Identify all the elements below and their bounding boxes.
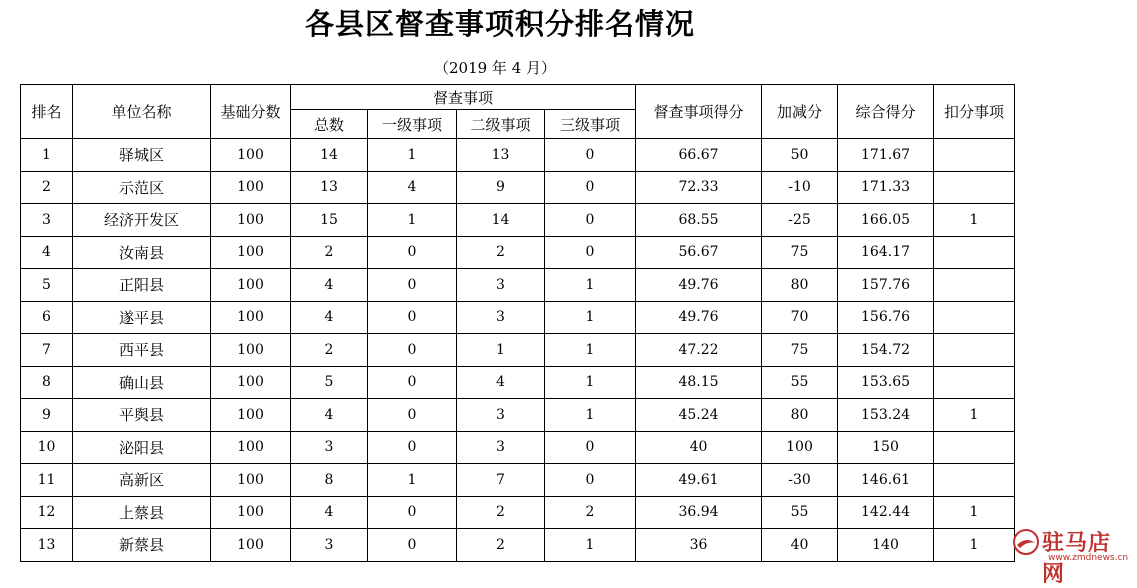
cell-deduction (934, 269, 1015, 302)
cell-deduction (934, 366, 1015, 399)
cell-item-score: 68.55 (636, 204, 762, 237)
cell-unit-name: 上蔡县 (73, 496, 211, 529)
cell-adjustment: 100 (762, 431, 838, 464)
cell-base-score: 100 (211, 334, 291, 367)
cell-deduction (934, 139, 1015, 172)
cell-item-score: 45.24 (636, 399, 762, 432)
table-row (21, 139, 1015, 172)
cell-rank: 12 (21, 496, 73, 529)
cell-composite-score: 146.61 (838, 464, 934, 497)
table-row (21, 431, 1015, 464)
cell-level3: 2 (545, 496, 636, 529)
cell-unit-name: 平舆县 (73, 399, 211, 432)
cell-level2: 1 (457, 334, 545, 367)
cell-unit-name: 经济开发区 (73, 204, 211, 237)
cell-base-score: 100 (211, 464, 291, 497)
cell-base-score: 100 (211, 529, 291, 562)
cell-total: 2 (291, 334, 368, 367)
cell-level2: 3 (457, 269, 545, 302)
page-title: 各县区督查事项积分排名情况 (304, 7, 695, 41)
cell-item-score: 40 (636, 431, 762, 464)
header-item-score: 督查事项得分 (636, 85, 762, 139)
cell-item-score: 36.94 (636, 496, 762, 529)
watermark (1012, 526, 1132, 587)
table-row (21, 366, 1015, 399)
cell-base-score: 100 (211, 301, 291, 334)
cell-deduction (934, 236, 1015, 269)
cell-level2: 2 (457, 496, 545, 529)
cell-adjustment: -30 (762, 464, 838, 497)
cell-deduction (934, 431, 1015, 464)
cell-unit-name: 驿城区 (73, 139, 211, 172)
cell-total: 2 (291, 236, 368, 269)
cell-composite-score: 164.17 (838, 236, 934, 269)
cell-base-score: 100 (211, 139, 291, 172)
cell-unit-name: 遂平县 (73, 301, 211, 334)
cell-rank: 2 (21, 171, 73, 204)
cell-composite-score: 140 (838, 529, 934, 562)
cell-level2: 2 (457, 529, 545, 562)
cell-composite-score: 153.65 (838, 366, 934, 399)
cell-level3: 0 (545, 139, 636, 172)
header-adjustment: 加减分 (762, 85, 838, 139)
cell-level1: 0 (368, 399, 457, 432)
cell-adjustment: 80 (762, 269, 838, 302)
cell-adjustment: 75 (762, 334, 838, 367)
cell-base-score: 100 (211, 399, 291, 432)
table-row (21, 236, 1015, 269)
cell-deduction: 1 (934, 204, 1015, 237)
cell-composite-score: 156.76 (838, 301, 934, 334)
cell-level2: 3 (457, 301, 545, 334)
header-rank: 排名 (21, 85, 73, 139)
cell-total: 4 (291, 399, 368, 432)
table-row (21, 334, 1015, 367)
cell-level1: 0 (368, 301, 457, 334)
cell-rank: 9 (21, 399, 73, 432)
table-row (21, 529, 1015, 562)
cell-rank: 10 (21, 431, 73, 464)
cell-level2: 4 (457, 366, 545, 399)
cell-rank: 6 (21, 301, 73, 334)
cell-adjustment: 55 (762, 496, 838, 529)
cell-adjustment: -25 (762, 204, 838, 237)
cell-adjustment: 55 (762, 366, 838, 399)
cell-total: 3 (291, 431, 368, 464)
header-level1: 一级事项 (368, 110, 457, 139)
cell-item-score: 56.67 (636, 236, 762, 269)
cell-base-score: 100 (211, 204, 291, 237)
cell-level3: 0 (545, 171, 636, 204)
cell-composite-score: 154.72 (838, 334, 934, 367)
cell-deduction: 1 (934, 529, 1015, 562)
cell-level2: 3 (457, 399, 545, 432)
cell-rank: 4 (21, 236, 73, 269)
cell-level2: 7 (457, 464, 545, 497)
cell-item-score: 72.33 (636, 171, 762, 204)
header-total: 总数 (291, 110, 368, 139)
cell-composite-score: 171.33 (838, 171, 934, 204)
table-row (21, 464, 1015, 497)
cell-level1: 0 (368, 269, 457, 302)
cell-level1: 0 (368, 496, 457, 529)
cell-deduction (934, 464, 1015, 497)
cell-item-score: 49.76 (636, 269, 762, 302)
cell-item-score: 49.76 (636, 301, 762, 334)
cell-unit-name: 汝南县 (73, 236, 211, 269)
cell-level3: 0 (545, 236, 636, 269)
cell-composite-score: 166.05 (838, 204, 934, 237)
cell-adjustment: 50 (762, 139, 838, 172)
cell-unit-name: 新蔡县 (73, 529, 211, 562)
table-row (21, 171, 1015, 204)
cell-base-score: 100 (211, 366, 291, 399)
cell-deduction (934, 171, 1015, 204)
watermark-text: 驻马店网 (1042, 530, 1112, 587)
cell-deduction (934, 301, 1015, 334)
page-subtitle: （2019 年 4 月） (433, 59, 557, 77)
cell-total: 13 (291, 171, 368, 204)
cell-composite-score: 153.24 (838, 399, 934, 432)
header-inspection-items: 督查事项 (291, 85, 636, 110)
cell-unit-name: 确山县 (73, 366, 211, 399)
cell-level2: 3 (457, 431, 545, 464)
cell-level3: 1 (545, 399, 636, 432)
table-row (21, 496, 1015, 529)
cell-level3: 1 (545, 529, 636, 562)
header-level3: 三级事项 (545, 110, 636, 139)
cell-item-score: 48.15 (636, 366, 762, 399)
cell-level3: 0 (545, 204, 636, 237)
header-base-score: 基础分数 (211, 85, 291, 139)
cell-composite-score: 150 (838, 431, 934, 464)
cell-total: 5 (291, 366, 368, 399)
table-row (21, 301, 1015, 334)
cell-total: 4 (291, 269, 368, 302)
header-level2: 二级事项 (457, 110, 545, 139)
table-row (21, 204, 1015, 237)
cell-level1: 4 (368, 171, 457, 204)
ranking-table (20, 84, 1015, 562)
table-body (21, 139, 1015, 562)
cell-unit-name: 高新区 (73, 464, 211, 497)
cell-total: 15 (291, 204, 368, 237)
cell-level3: 1 (545, 366, 636, 399)
cell-composite-score: 142.44 (838, 496, 934, 529)
cell-level1: 0 (368, 431, 457, 464)
cell-level1: 1 (368, 464, 457, 497)
cell-deduction: 1 (934, 399, 1015, 432)
cell-rank: 3 (21, 204, 73, 237)
cell-level2: 13 (457, 139, 545, 172)
header-unit-name: 单位名称 (73, 85, 211, 139)
header-composite-score: 综合得分 (838, 85, 934, 139)
cell-rank: 11 (21, 464, 73, 497)
cell-adjustment: 70 (762, 301, 838, 334)
cell-item-score: 36 (636, 529, 762, 562)
cell-rank: 1 (21, 139, 73, 172)
cell-total: 4 (291, 301, 368, 334)
cell-level1: 0 (368, 236, 457, 269)
cell-item-score: 66.67 (636, 139, 762, 172)
cell-unit-name: 正阳县 (73, 269, 211, 302)
cell-unit-name: 示范区 (73, 171, 211, 204)
table-row (21, 269, 1015, 302)
cell-adjustment: 75 (762, 236, 838, 269)
cell-rank: 7 (21, 334, 73, 367)
cell-composite-score: 171.67 (838, 139, 934, 172)
cell-unit-name: 西平县 (73, 334, 211, 367)
cell-total: 4 (291, 496, 368, 529)
cell-level3: 1 (545, 301, 636, 334)
cell-adjustment: -10 (762, 171, 838, 204)
cell-item-score: 49.61 (636, 464, 762, 497)
cell-base-score: 100 (211, 236, 291, 269)
cell-level3: 0 (545, 464, 636, 497)
watermark-url: www.zmdnews.cn (1048, 553, 1129, 563)
cell-level3: 1 (545, 334, 636, 367)
cell-rank: 5 (21, 269, 73, 302)
cell-level2: 9 (457, 171, 545, 204)
cell-total: 8 (291, 464, 368, 497)
watermark-logo-icon (1012, 528, 1040, 556)
cell-base-score: 100 (211, 171, 291, 204)
cell-level1: 1 (368, 139, 457, 172)
cell-level1: 0 (368, 529, 457, 562)
cell-deduction: 1 (934, 496, 1015, 529)
header-deduction-items: 扣分事项 (934, 85, 1015, 139)
cell-item-score: 47.22 (636, 334, 762, 367)
cell-level3: 0 (545, 431, 636, 464)
cell-base-score: 100 (211, 431, 291, 464)
cell-base-score: 100 (211, 269, 291, 302)
cell-level1: 0 (368, 366, 457, 399)
cell-deduction (934, 334, 1015, 367)
cell-level1: 0 (368, 334, 457, 367)
cell-adjustment: 40 (762, 529, 838, 562)
cell-level2: 2 (457, 236, 545, 269)
cell-composite-score: 157.76 (838, 269, 934, 302)
cell-total: 3 (291, 529, 368, 562)
cell-total: 14 (291, 139, 368, 172)
cell-level3: 1 (545, 269, 636, 302)
cell-rank: 8 (21, 366, 73, 399)
table-row (21, 399, 1015, 432)
cell-adjustment: 80 (762, 399, 838, 432)
cell-base-score: 100 (211, 496, 291, 529)
cell-level1: 1 (368, 204, 457, 237)
cell-unit-name: 泌阳县 (73, 431, 211, 464)
cell-level2: 14 (457, 204, 545, 237)
cell-rank: 13 (21, 529, 73, 562)
